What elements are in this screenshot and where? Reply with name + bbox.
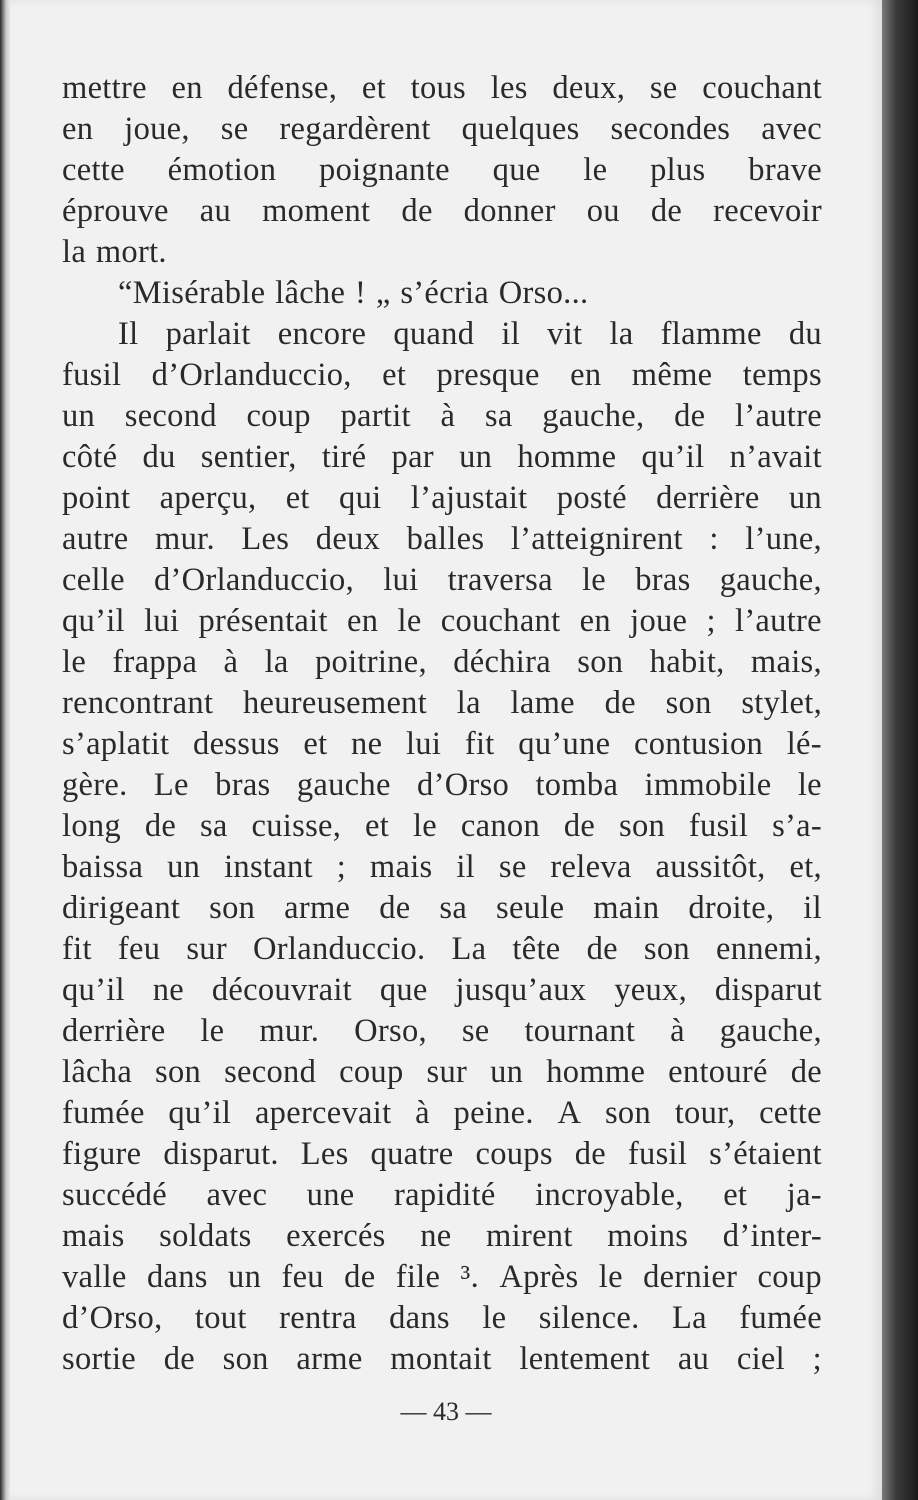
word: secondes [610, 111, 731, 147]
word: Orso... [498, 275, 589, 311]
text-line [62, 355, 822, 396]
word: posté [556, 480, 627, 516]
word: cuisse, [251, 808, 342, 844]
word: rencontrant [62, 685, 214, 721]
word: la [264, 644, 289, 680]
word: partit [340, 398, 411, 434]
word: l’ajustait [410, 480, 528, 516]
word: mort. [95, 234, 167, 270]
word: instant [224, 849, 313, 885]
word: qu’il [641, 439, 705, 475]
word: Il [118, 316, 139, 352]
word: de [604, 685, 636, 721]
text-line [62, 601, 822, 642]
text-line [62, 1339, 822, 1380]
word: homme [517, 439, 617, 475]
word: temps [742, 357, 822, 393]
word: gauche, [719, 1013, 822, 1049]
word: jusqu’aux [455, 972, 587, 1008]
word: quatre [370, 1136, 454, 1172]
word: au [677, 1341, 710, 1377]
word: un [167, 849, 201, 885]
word: un [228, 1259, 262, 1295]
word: fusil [62, 357, 122, 393]
word: brave [748, 152, 822, 188]
word: de [790, 1054, 822, 1090]
word: fit [62, 931, 92, 967]
word: quand [393, 316, 475, 352]
text-line [62, 396, 822, 437]
word: recevoir [713, 193, 822, 229]
word: de [563, 808, 596, 844]
word: dirigeant [62, 890, 181, 926]
word: figure [62, 1136, 142, 1172]
word: point [62, 480, 131, 516]
word: son [619, 808, 666, 844]
word: feu [281, 1259, 324, 1295]
word: son [222, 1341, 269, 1377]
word: la [62, 234, 87, 270]
text-line [62, 1134, 822, 1175]
word: la [456, 685, 481, 721]
word: „ [375, 275, 391, 311]
word: tour, [674, 1095, 736, 1131]
word: lui [144, 603, 180, 639]
word: il [456, 849, 476, 885]
word: soldats [159, 1218, 252, 1254]
word: rapidité [393, 1177, 496, 1213]
word: au [199, 193, 232, 229]
word: main [593, 890, 660, 926]
word: entouré [668, 1054, 768, 1090]
word: côté [62, 439, 118, 475]
word: sa [484, 398, 513, 434]
word: et [361, 70, 386, 106]
word: du [142, 439, 176, 475]
text-line [62, 1011, 822, 1052]
word: le [583, 152, 608, 188]
word: fusil [688, 808, 749, 844]
page-number: — 43 — [400, 1397, 492, 1426]
word: lui [405, 726, 442, 762]
word: ja- [786, 1177, 822, 1213]
text-line [62, 1175, 822, 1216]
word: tout [194, 1300, 247, 1336]
word: donner [463, 193, 556, 229]
text-line [62, 642, 822, 683]
word: de [144, 808, 177, 844]
word: lentement [519, 1341, 651, 1377]
text-line [62, 1298, 822, 1339]
word: ; [336, 849, 347, 885]
word: s’aplatit [62, 726, 170, 762]
word: balles [406, 521, 485, 557]
word: de [401, 193, 433, 229]
word: l’atteignirent [510, 521, 683, 557]
word: d’Orso, [62, 1300, 163, 1336]
word: gauche [296, 767, 391, 803]
word: exercés [286, 1218, 386, 1254]
word: de [163, 1341, 195, 1377]
word: gauche, [542, 398, 645, 434]
word: de [650, 193, 683, 229]
word: de [379, 890, 411, 926]
word: en [171, 70, 203, 106]
word: coup [757, 1259, 822, 1295]
word: joue [630, 603, 688, 639]
word: d’Orlanduccio, [154, 562, 355, 598]
word: lui [383, 562, 419, 598]
word: émotion [167, 152, 277, 188]
word: un [459, 439, 493, 475]
word: un [788, 480, 822, 516]
word: aussitôt, [655, 849, 766, 885]
word: ne [152, 972, 184, 1008]
word: et [382, 357, 407, 393]
word: mur. [154, 521, 215, 557]
text-line [62, 560, 822, 601]
word: “Misérable [118, 275, 266, 311]
word: presque [436, 357, 540, 393]
text-line [62, 191, 822, 232]
word: plus [650, 152, 706, 188]
word: feu [117, 931, 161, 967]
word: en [579, 603, 611, 639]
word: mur. [259, 1013, 320, 1049]
word: mais [369, 849, 433, 885]
word: de [586, 931, 618, 967]
word: à [670, 1013, 685, 1049]
word: l’une, [745, 521, 822, 557]
text-line [62, 1052, 822, 1093]
word: derrière [656, 480, 760, 516]
word: qu’une [518, 726, 611, 762]
word: et [365, 808, 390, 844]
word: baissa [62, 849, 144, 885]
word: dans [146, 1259, 208, 1295]
text-line [62, 519, 822, 560]
word: peine. [453, 1095, 534, 1131]
word: se [220, 111, 249, 147]
word: à [415, 1095, 430, 1131]
word: s’a- [772, 808, 822, 844]
word: s’étaient [709, 1136, 822, 1172]
word: mais, [750, 644, 822, 680]
word: aperçu, [159, 480, 257, 516]
word: dernier [643, 1259, 738, 1295]
word: un [62, 398, 96, 434]
text-line [62, 273, 822, 314]
word: il [803, 890, 822, 926]
word: arme [284, 890, 351, 926]
word: droite, [688, 890, 775, 926]
word: montait [390, 1341, 492, 1377]
word: ne [420, 1218, 452, 1254]
word: heureusement [242, 685, 428, 721]
word: apercevait [254, 1095, 392, 1131]
word: releva [550, 849, 632, 885]
text-line [62, 1216, 822, 1257]
word: succédé [62, 1177, 167, 1213]
word: quelques [461, 111, 580, 147]
word: son [665, 685, 712, 721]
text-line [62, 437, 822, 478]
word: joue, [124, 111, 190, 147]
word: défense, [227, 70, 338, 106]
word: ennemi, [716, 931, 822, 967]
word: regardèrent [279, 111, 431, 147]
word: deux, [552, 70, 626, 106]
word: l’autre [734, 603, 822, 639]
word: lâcha [62, 1054, 133, 1090]
word: second [124, 398, 217, 434]
word: valle [62, 1259, 127, 1295]
text-line [62, 1093, 822, 1134]
word: avec [761, 111, 822, 147]
word: qu’il [62, 972, 125, 1008]
text-line [62, 683, 822, 724]
book-page [10, 0, 882, 1500]
word: sur [426, 1054, 468, 1090]
word: disparut [714, 972, 822, 1008]
word: tête [512, 931, 561, 967]
word: frappa [112, 644, 198, 680]
word: lame [510, 685, 575, 721]
word: son [643, 931, 690, 967]
text-line [62, 765, 822, 806]
word: long [62, 808, 121, 844]
word: en [347, 603, 379, 639]
word: les [490, 70, 528, 106]
word: A [557, 1095, 582, 1131]
word: couchant [702, 70, 822, 106]
word: rentra [279, 1300, 357, 1336]
word: déchira [453, 644, 551, 680]
word: fusil [627, 1136, 688, 1172]
word: Les [300, 1136, 349, 1172]
word: coups [475, 1136, 553, 1172]
word: encore [277, 316, 367, 352]
word: incroyable, [535, 1177, 684, 1213]
word: éprouve [62, 193, 169, 229]
word: ; [812, 1341, 822, 1377]
word: Les [241, 521, 290, 557]
word: et [303, 726, 328, 762]
word: dessus [193, 726, 280, 762]
word: La [451, 931, 487, 967]
word: mais [62, 1218, 125, 1254]
word: seule [496, 890, 565, 926]
word: stylet, [741, 685, 822, 721]
word: d’Orso [417, 767, 510, 803]
word: autre [62, 521, 129, 557]
text-line [62, 150, 822, 191]
word: vit [547, 316, 583, 352]
word: couchant [440, 603, 561, 639]
word: un [490, 1054, 524, 1090]
word: lé- [786, 726, 822, 762]
text-line [62, 68, 822, 109]
word: Orlanduccio. [253, 931, 426, 967]
word: son [604, 1095, 652, 1131]
word: contusion [633, 726, 764, 762]
word: mettre [62, 70, 147, 106]
word: tournant [524, 1013, 636, 1049]
word: fit [464, 726, 495, 762]
word: gère. [62, 767, 128, 803]
word: même [631, 357, 713, 393]
word: de [344, 1259, 376, 1295]
word: à [223, 644, 239, 680]
word: parlait [165, 316, 251, 352]
text-line [62, 970, 822, 1011]
word: traversa [447, 562, 553, 598]
text-line [62, 314, 822, 355]
page-edge [882, 0, 918, 1500]
word: coup [339, 1054, 404, 1090]
word: le [598, 1259, 623, 1295]
word: et [723, 1177, 748, 1213]
word: sa [439, 890, 468, 926]
body-text [62, 68, 822, 1380]
word: ciel [736, 1341, 785, 1377]
text-line [62, 478, 822, 519]
word: silence. [538, 1300, 640, 1336]
word: ou [586, 193, 620, 229]
word: de [674, 398, 706, 434]
word: le [797, 767, 822, 803]
word: deux [315, 521, 381, 557]
word: et, [789, 849, 822, 885]
word: ne [351, 726, 383, 762]
word: qu’il [168, 1095, 232, 1131]
word: fumée [62, 1095, 145, 1131]
word: derrière [62, 1013, 166, 1049]
text-line [62, 1257, 822, 1298]
word: le [581, 562, 607, 598]
word: d’inter- [722, 1218, 822, 1254]
book-gutter [0, 0, 10, 1500]
text-line [62, 847, 822, 888]
word: moins [607, 1218, 689, 1254]
word: le [62, 644, 87, 680]
word: cette [62, 152, 125, 188]
word: bras [635, 562, 691, 598]
word: le [482, 1300, 507, 1336]
word: le [200, 1013, 225, 1049]
word: du [788, 316, 822, 352]
word: le [397, 603, 422, 639]
word: poitrine, [314, 644, 427, 680]
word: une [306, 1177, 355, 1213]
word: fumée [739, 1300, 822, 1336]
word: n’avait [729, 439, 822, 475]
word: présentait [198, 603, 328, 639]
word: qui [339, 480, 382, 516]
text-line [62, 109, 822, 150]
word: se [649, 70, 678, 106]
word: : [709, 521, 719, 557]
word: second [224, 1054, 317, 1090]
word: qu’il [62, 603, 125, 639]
word: lâche [275, 275, 346, 311]
word: disparut. [163, 1136, 279, 1172]
word: l’autre [735, 398, 822, 434]
word: et [285, 480, 310, 516]
word: gauche, [719, 562, 822, 598]
word: Orso, [354, 1013, 427, 1049]
word: s’écria [400, 275, 490, 311]
word: il [501, 316, 521, 352]
word: en [62, 111, 94, 147]
word: habit, [649, 644, 725, 680]
word: avec [206, 1177, 268, 1213]
word: sur [186, 931, 227, 967]
word: moment [262, 193, 371, 229]
word: sortie [62, 1341, 137, 1377]
text-line [62, 232, 822, 273]
word: coup [246, 398, 311, 434]
word: son [209, 890, 256, 926]
word: que [492, 152, 541, 188]
word: son [577, 644, 624, 680]
word: tomba [535, 767, 619, 803]
text-line [62, 929, 822, 970]
word: son [155, 1054, 202, 1090]
word: que [379, 972, 428, 1008]
word: homme [546, 1054, 646, 1090]
word: tous [410, 70, 467, 106]
word: ! [354, 275, 367, 311]
word: celle [62, 562, 125, 598]
word: dans [389, 1300, 450, 1336]
word: La [671, 1300, 707, 1336]
word: flamme [660, 316, 762, 352]
word: bras [215, 767, 271, 803]
word: Le [153, 767, 189, 803]
word: d’Orlanduccio, [151, 357, 352, 393]
word: par [391, 439, 434, 475]
word: canon [460, 808, 540, 844]
text-line [62, 806, 822, 847]
text-line [62, 888, 822, 929]
word: se [498, 849, 527, 885]
text-line [62, 724, 822, 765]
word: de [574, 1136, 606, 1172]
word: yeux, [614, 972, 687, 1008]
word: file [395, 1259, 441, 1295]
word: découvrait [211, 972, 352, 1008]
word: sa [199, 808, 228, 844]
word: cette [759, 1095, 822, 1131]
word: en [570, 357, 602, 393]
word: immobile [644, 767, 772, 803]
word: mirent [486, 1218, 573, 1254]
word: ³. [460, 1259, 480, 1295]
word: sentier, [200, 439, 297, 475]
word: arme [296, 1341, 363, 1377]
word: ; [706, 603, 716, 639]
word: tiré [321, 439, 367, 475]
word: se [461, 1013, 490, 1049]
word: la [609, 316, 634, 352]
word: à [440, 398, 456, 434]
word: le [412, 808, 438, 844]
word: Après [499, 1259, 579, 1295]
word: poignante [319, 152, 450, 188]
